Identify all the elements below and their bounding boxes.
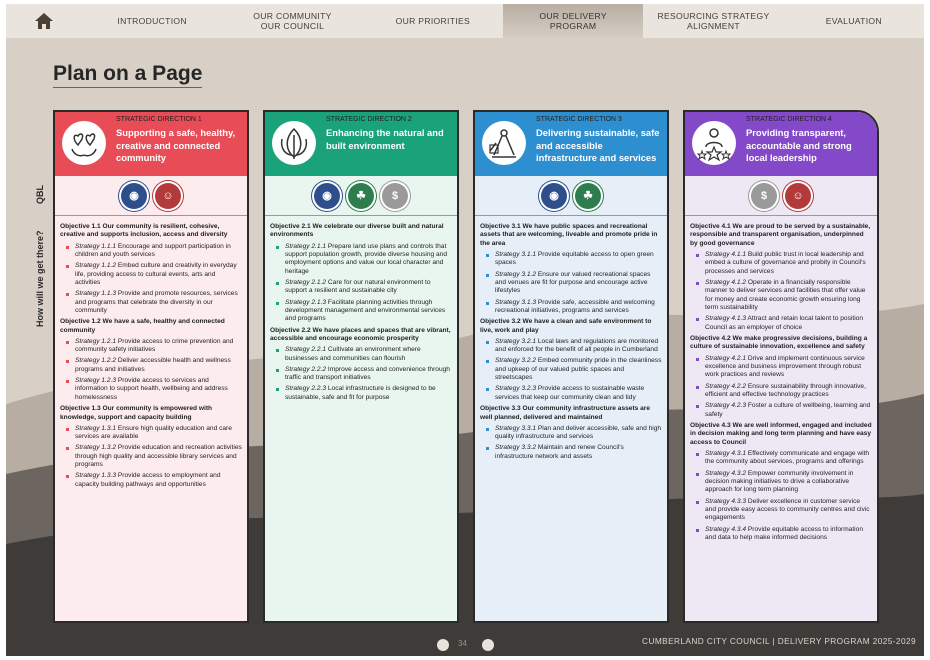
strategy-text: Attract and retain local talent to position Council as an employer of choice xyxy=(705,315,863,331)
strategy-item xyxy=(270,299,452,324)
objectives-list xyxy=(475,216,667,461)
strategy-item xyxy=(480,299,662,316)
strategy-item xyxy=(690,315,872,332)
strategy-label: Strategy 4.1.3 xyxy=(705,315,747,323)
strategy-label: Strategy 4.1.2 xyxy=(705,279,747,287)
strategy-item xyxy=(60,357,242,374)
strategy-item xyxy=(480,357,662,382)
direction-label: STRATEGIC DIRECTION 3 xyxy=(536,116,622,123)
home-button[interactable] xyxy=(6,4,82,38)
how-label: How will we get there? xyxy=(35,230,45,327)
strategy-item xyxy=(480,338,662,355)
strategy-text: Improve access and convenience through traffic and transport initiatives xyxy=(285,365,450,382)
hands-heart-icon xyxy=(62,121,106,165)
direction-header xyxy=(265,112,457,176)
page xyxy=(6,4,924,656)
strategy-text: Ensure our valued recreational spaces and venues are fit for purpose and encourage active lifestyles xyxy=(495,270,651,295)
strategy-label: Strategy 2.2.1 xyxy=(285,346,327,354)
nav-resourcing-strategy[interactable]: RESOURCING STRATEGY ALIGNMENT xyxy=(657,11,770,31)
strategy-label: Strategy 2.2.2 xyxy=(285,365,327,373)
strategy-text: Ensure sustainability through innovative, efficient and effective technology practices xyxy=(705,382,866,399)
strategy-text: Local laws and regulations are monitored and enforced for the benefit of all people in Cumberland xyxy=(495,337,659,354)
objectives-list xyxy=(685,216,877,542)
nav-delivery-program[interactable]: OUR DELIVERY PROGRAM xyxy=(503,4,643,38)
home-icon xyxy=(34,12,54,30)
strategy-label: Strategy 2.1.2 xyxy=(285,279,327,287)
strategy-text: Prepare land use plans and controls that support population growth, provide diverse housing and employment options and value our local character and heritage xyxy=(285,242,448,275)
strategy-item xyxy=(270,366,452,383)
strategy-item xyxy=(60,377,242,402)
strategy-item xyxy=(60,262,242,287)
direction-label: STRATEGIC DIRECTION 4 xyxy=(746,116,832,123)
strategy-text: Effectively communicate and engage with the community about services, programs and offerings xyxy=(705,449,870,466)
strategy-item xyxy=(270,385,452,402)
strategy-text: Provide equitable access to information and data to help make informed decisions xyxy=(705,525,863,541)
strategy-label: Strategy 3.3.1 xyxy=(495,424,537,432)
leader-stars-icon xyxy=(692,121,736,165)
strategy-item xyxy=(60,243,242,260)
next-page-button[interactable] xyxy=(482,639,494,651)
strategy-item xyxy=(60,472,242,489)
strategy-item xyxy=(690,355,872,380)
qbl-badges xyxy=(475,176,667,216)
strategy-item xyxy=(270,243,452,277)
direction-header xyxy=(475,112,667,176)
strategy-label: Strategy 3.2.1 xyxy=(495,337,537,345)
strategy-label: Strategy 3.2.3 xyxy=(495,385,537,393)
strategy-label: Strategy 4.3.1 xyxy=(705,449,747,457)
strategy-item xyxy=(60,338,242,355)
page-title: Plan on a Page xyxy=(53,62,202,88)
economy-icon: $ xyxy=(751,183,777,209)
objective-title: Objective 3.2 We have a clean and safe environment to live, work and play xyxy=(480,318,652,334)
strategy-item xyxy=(690,450,872,467)
economy-icon: $ xyxy=(382,183,408,209)
strategy-label: Strategy 1.1.2 xyxy=(75,262,117,270)
direction-title: Supporting a safe, healthy, creative and connected community xyxy=(116,127,236,163)
strategy-text: Provide access to employment and capacity building pathways and opportunities xyxy=(75,472,221,488)
strategy-item xyxy=(60,444,242,469)
strategy-label: Strategy 3.3.2 xyxy=(495,444,537,452)
strategy-label: Strategy 4.3.2 xyxy=(705,469,747,477)
society-icon: ◉ xyxy=(541,183,567,209)
strategy-text: Provide access to sustainable waste services that keep our community clean and tidy xyxy=(495,385,645,401)
nav-introduction[interactable]: INTRODUCTION xyxy=(117,16,187,26)
objective-title: Objective 3.1 We have public spaces and recreational assets that are welcoming, liveable and promote pride in the area xyxy=(480,223,658,247)
strategy-label: Strategy 4.3.3 xyxy=(705,497,747,505)
strategy-label: Strategy 4.2.2 xyxy=(705,382,747,390)
strategy-label: Strategy 3.2.2 xyxy=(495,357,537,365)
people-icon: ☺ xyxy=(785,183,811,209)
strategy-item xyxy=(60,425,242,442)
strategy-text: Operate in a financially responsible manner to deliver services and facilities that offer value for money and create economic growth ensuring long term sustainability xyxy=(705,279,866,312)
strategy-item xyxy=(270,346,452,363)
strategy-text: Embed culture and creativity in everyday life, providing access to cultural events, arts and activities xyxy=(75,262,237,287)
strategy-text: Care for our natural environment to support a resilient and sustainable city xyxy=(285,279,431,295)
objective-title: Objective 4.3 We are well informed, engaged and included in decision making and long term planning and have easy access to Council xyxy=(690,421,872,446)
strategy-text: Encourage and support participation in children and youth services xyxy=(75,242,231,259)
strategy-label: Strategy 1.3.2 xyxy=(75,444,117,452)
strategy-text: Drive and implement continuous service excellence and business improvement through robust work practices and reviews xyxy=(705,354,865,379)
qbl-badges xyxy=(55,176,247,216)
strategy-text: Local infrastructure is designed to be sustainable, safe and fit for purpose xyxy=(285,385,436,401)
strategy-text: Build public trust in local leadership and embed a culture of governance and probity in Council's processes and services xyxy=(705,251,866,275)
top-navigation xyxy=(6,4,924,38)
strategy-item xyxy=(480,251,662,268)
strategy-item xyxy=(690,383,872,400)
strategy-label: Strategy 1.3.3 xyxy=(75,472,117,480)
strategy-label: Strategy 4.2.1 xyxy=(705,354,747,362)
people-icon: ☺ xyxy=(155,183,181,209)
strategic-direction-3-card xyxy=(473,110,669,623)
strategy-label: Strategy 2.1.3 xyxy=(285,298,327,306)
strategy-label: Strategy 1.2.1 xyxy=(75,337,117,345)
strategy-text: Provide access to crime prevention and community safety initiatives xyxy=(75,337,234,354)
strategy-text: Provide access to services and information to support health, wellbeing and address homelessness xyxy=(75,377,228,401)
page-number: 34 xyxy=(458,639,467,648)
strategy-label: Strategy 2.1.1 xyxy=(285,242,327,250)
strategy-text: Maintain and renew Council's infrastructure network and assets xyxy=(495,444,624,460)
objective-title: Objective 1.1 Our community is resilient, cohesive, creative and supports inclusion, access and diversity xyxy=(60,223,228,239)
strategy-label: Strategy 3.1.1 xyxy=(495,251,537,259)
direction-title: Delivering sustainable, safe and accessible infrastructure and services xyxy=(536,127,660,163)
strategy-item xyxy=(480,444,662,461)
strategy-label: Strategy 4.1.1 xyxy=(705,251,747,259)
footer-text: CUMBERLAND CITY COUNCIL | DELIVERY PROGRAM 2025-2029 xyxy=(642,636,916,646)
direction-label: STRATEGIC DIRECTION 2 xyxy=(326,116,412,123)
strategy-text: Empower community involvement in decision making initiatives to drive a collaborative approach for long term planning xyxy=(705,469,854,494)
nav-evaluation[interactable]: EVALUATION xyxy=(825,16,882,26)
direction-title: Enhancing the natural and built environment xyxy=(326,127,444,151)
strategy-text: Cultivate an environment where businesses and communities can flourish xyxy=(285,346,421,362)
strategy-text: Provide and promote resources, services and programs that celebrate the diversity in our community xyxy=(75,290,238,315)
objective-title: Objective 3.3 Our community infrastructure assets are well planned, delivered and maintained xyxy=(480,405,651,421)
objective-title: Objective 2.2 We have places and spaces that are vibrant, accessible and encourage economic prosperity xyxy=(270,326,451,343)
strategy-label: Strategy 1.2.2 xyxy=(75,357,117,365)
strategy-text: Ensure high quality education and care services are available xyxy=(75,424,232,441)
strategy-text: Embed community pride in the cleanliness and upkeep of our valued public spaces and streetscapes xyxy=(495,357,662,382)
strategy-text: Plan and deliver accessible, safe and high quality infrastructure and services xyxy=(495,424,662,441)
strategy-label: Strategy 1.1.3 xyxy=(75,290,117,298)
objective-title: Objective 1.3 Our community is empowered with knowledge, support and capacity building xyxy=(60,405,213,421)
strategy-item xyxy=(690,251,872,276)
nav-our-priorities[interactable]: OUR PRIORITIES xyxy=(395,16,471,26)
direction-header xyxy=(685,112,877,176)
direction-title: Providing transparent, accountable and strong local leadership xyxy=(746,127,852,163)
objective-title: Objective 4.2 We make progressive decisions, building a culture of sustainable innovation, excellence and safety xyxy=(690,335,868,351)
objectives-list xyxy=(55,216,247,489)
nav-our-community[interactable]: OUR COMMUNITY OUR COUNCIL xyxy=(253,11,332,31)
objective-title: Objective 2.1 We celebrate our diverse built and natural environments xyxy=(270,223,444,239)
qbl-badges xyxy=(685,176,877,216)
qbl-label: QBL xyxy=(35,185,45,204)
strategy-item xyxy=(480,271,662,296)
strategy-text: Facilitate planning activities through development management and environmental services and programs xyxy=(285,298,446,323)
strategic-direction-2-card xyxy=(263,110,459,623)
objectives-list xyxy=(265,216,457,402)
strategy-label: Strategy 3.1.2 xyxy=(495,270,537,278)
strategy-label: Strategy 4.3.4 xyxy=(705,525,747,533)
strategy-item xyxy=(480,385,662,402)
strategy-label: Strategy 4.2.3 xyxy=(705,402,747,410)
strategy-item xyxy=(690,498,872,523)
leaf-icon xyxy=(272,121,316,165)
strategy-item xyxy=(480,425,662,442)
society-icon: ◉ xyxy=(121,183,147,209)
strategy-item xyxy=(690,526,872,543)
qbl-badges xyxy=(265,176,457,216)
strategy-item xyxy=(690,402,872,419)
prev-page-button[interactable] xyxy=(437,639,449,651)
strategy-text: Provide equitable access to open green spaces xyxy=(495,251,654,267)
strategy-label: Strategy 2.2.3 xyxy=(285,385,327,393)
society-icon: ◉ xyxy=(314,183,340,209)
strategy-item xyxy=(60,290,242,315)
compass-icon xyxy=(482,121,526,165)
objective-title: Objective 4.1 We are proud to be served by a sustainable, responsible and transparent organisation, underpinned by good governance xyxy=(690,223,871,247)
strategy-item xyxy=(270,279,452,296)
direction-label: STRATEGIC DIRECTION 1 xyxy=(116,116,202,123)
strategy-label: Strategy 1.1.1 xyxy=(75,242,117,250)
strategy-text: Provide education and recreation activities through high quality and accessible library services and programs xyxy=(75,444,242,469)
strategy-text: Foster a culture of wellbeing, learning and safety xyxy=(705,402,871,418)
strategic-direction-1-card xyxy=(53,110,249,623)
strategy-text: Provide safe, accessible and welcoming recreational initiatives, programs and services xyxy=(495,298,655,315)
strategy-item xyxy=(690,279,872,313)
environment-icon: ☘ xyxy=(575,183,601,209)
direction-header xyxy=(55,112,247,176)
strategy-label: Strategy 1.2.3 xyxy=(75,377,117,385)
strategic-direction-4-card xyxy=(683,110,879,623)
strategy-item xyxy=(690,470,872,495)
environment-icon: ☘ xyxy=(348,183,374,209)
objective-title: Objective 1.2 We have a safe, healthy and connected community xyxy=(60,318,225,334)
strategy-text: Deliver accessible health and wellness programs and initiatives xyxy=(75,357,231,373)
strategy-label: Strategy 3.1.3 xyxy=(495,298,537,306)
strategy-text: Deliver excellence in customer service and provide easy access to community centres and civic engagements xyxy=(705,497,870,522)
strategy-label: Strategy 1.3.1 xyxy=(75,424,117,432)
